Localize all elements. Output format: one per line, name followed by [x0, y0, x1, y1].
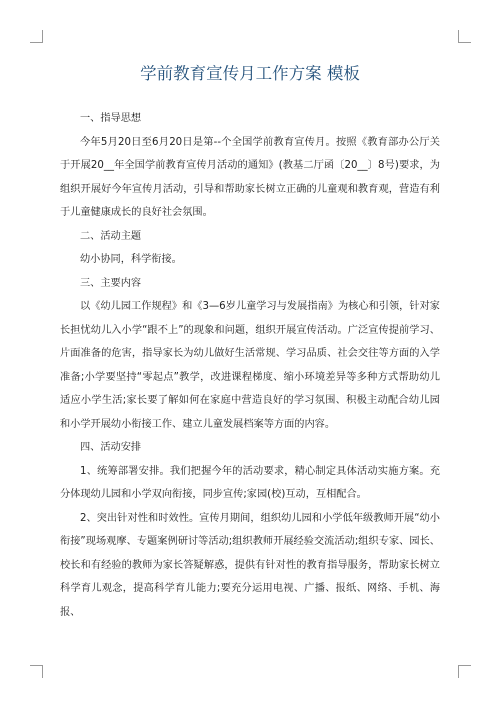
- section-heading: 四、活动安排: [80, 442, 142, 453]
- section-heading: 三、主要内容: [80, 277, 142, 289]
- body-paragraph: 幼小协同，科学衔接。: [80, 254, 182, 265]
- body-paragraph: 以《幼儿园工作规程》和《3—6岁儿童学习与发展指南》为核心和引领，针对家长担忧幼儿入小学“跟不上”的现象和问题，组织开展宣传活动。广泛宣传提前学习、片面准备的危害，指导家长为幼儿做好生活常规、学习品质、社会交往等方面的入学准备;小学要坚持“零起点”教学，改进课程梯度、缩小环境差异等多种方式帮助幼儿适应小学生活;家长要了解如何在家庭中营造良好的学习氛围、积极主动配合幼儿园和小学开展幼小衔接工作、建立儿童发展档案等方面的内容。: [60, 301, 440, 430]
- document-title: 学前教育宣传月工作方案 模板: [140, 64, 360, 83]
- body-paragraph: 今年5月20日至6月20日是第--个全国学前教育宣传月。按照《教育部办公厅关于开展20__年全国学前教育宣传月活动的通知》(教基二厅函〔20__〕8号)要求，为组织开展好今年宣传月活动，引导和帮助家长树立正确的儿童观和教育观，营造有利于儿童健康成长的良好社会氛围。: [60, 136, 440, 218]
- section-heading: 一、指导思想: [80, 113, 142, 124]
- page-corner-mark-top-left: [30, 30, 43, 43]
- page-corner-mark-bottom-left: [30, 665, 43, 678]
- page-corner-mark-top-right: [458, 30, 471, 43]
- section-heading: 二、活动主题: [80, 230, 142, 242]
- document-body: [60, 107, 440, 624]
- body-paragraph: 1、统筹部署安排。我们把握今年的活动要求，精心制定具体活动实施方案。充分体现幼儿园和小学双向衔接，同步宣传;家园(校)互动，互相配合。: [60, 465, 440, 500]
- page-corner-mark-bottom-right: [458, 665, 471, 678]
- body-paragraph: 2、突出针对性和时效性。宣传月期间，组织幼儿园和小学低年级教师开展“幼小衔接”现场观摩、专题案例研讨等活动;组织教师开展经验交流活动;组织专家、园长、校长和有经验的教师为家长答疑解惑，提供有针对性的教育指导服务，帮助家长树立科学育儿观念，提高科学育儿能力;要充分运用电视、广播、报纸、网络、手机、海报、: [60, 512, 440, 618]
